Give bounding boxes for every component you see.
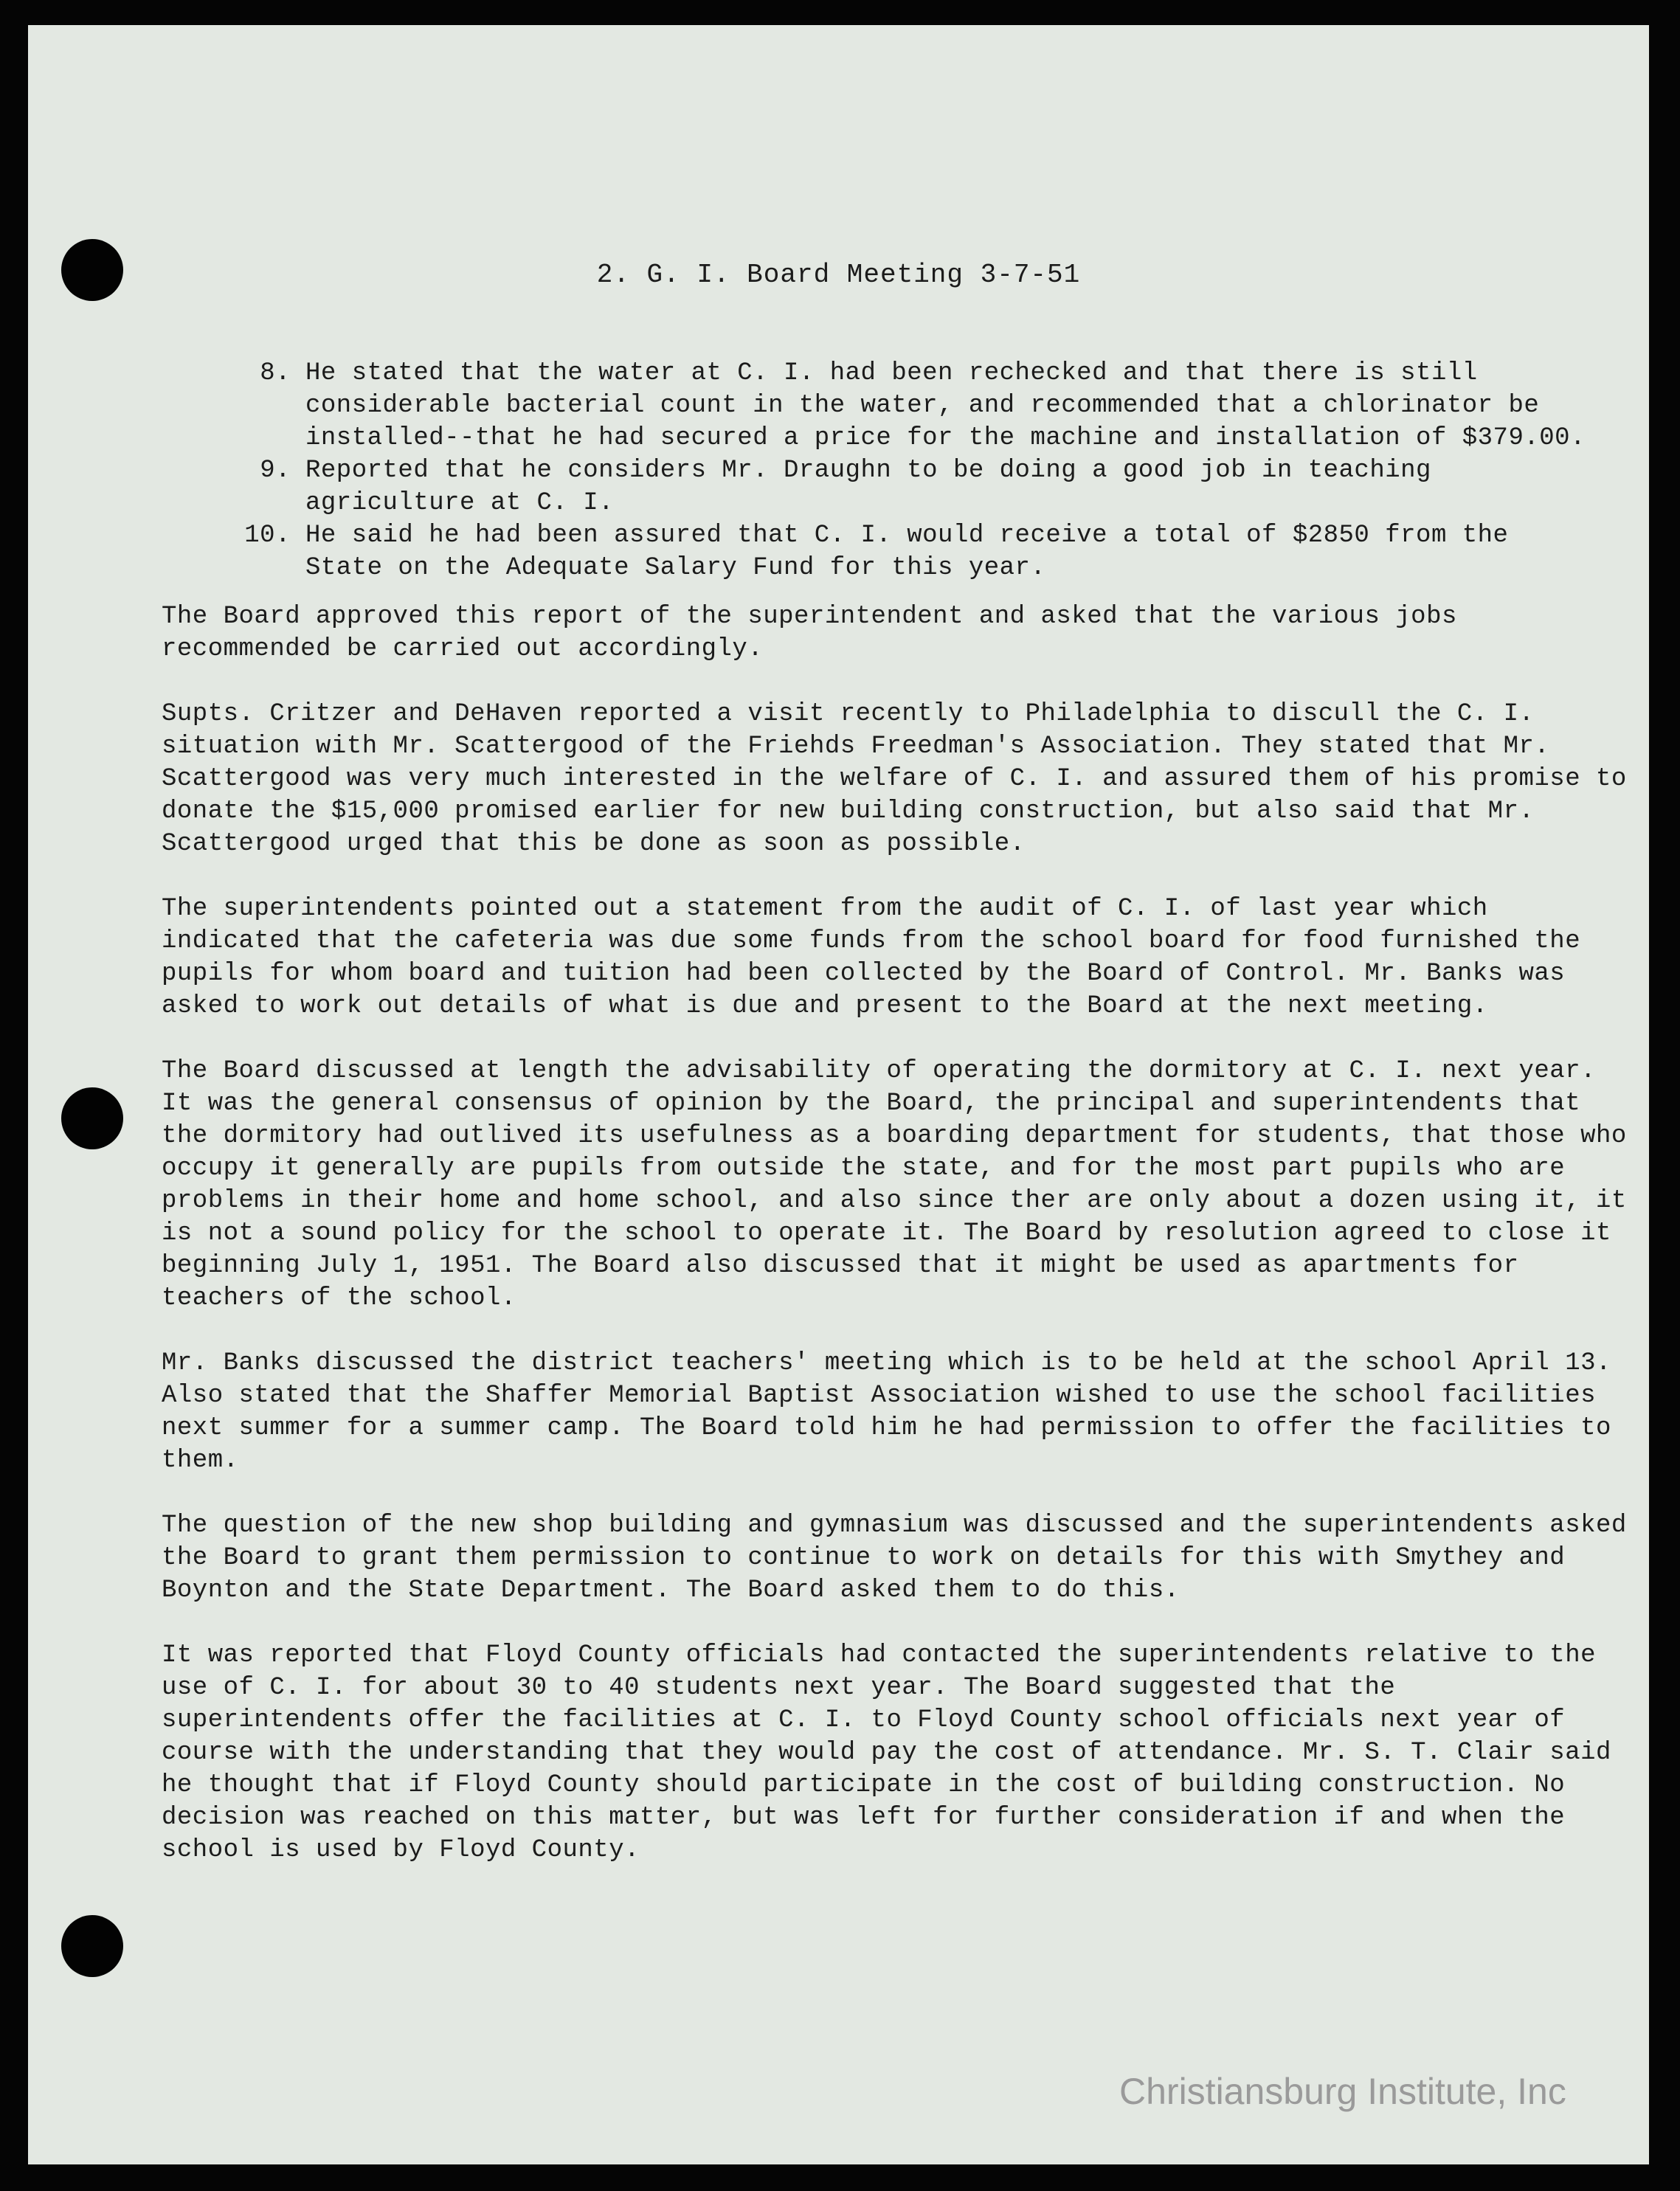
page-header: 2. G. I. Board Meeting 3-7-51: [596, 260, 1081, 290]
list-item: [162, 454, 1630, 519]
paragraph-board-approval: The Board approved this report of the superintendent and asked that the various jobs recommended be carried out accordingly.: [162, 603, 1457, 663]
list-item-text: He said he had been assured that C. I. would receive a total of $2850 from the State on the Adequate Salary Fund for this year.: [305, 522, 1509, 582]
paragraph-philadelphia-visit: Supts. Critzer and DeHaven reported a visit recently to Philadelphia to discull the C. I. situation with Mr. Scattergood of the Friehds Freedman's Association. They stated that Mr. Scattergood was very much interested in the welfare of C. I. and assured them of his promise to donate the $15,000 promised earlier for new building construction, but also said that Mr. Scattergood urged that this be done as soon as possible.: [162, 700, 1627, 858]
list-item-text: He stated that the water at C. I. had been rechecked and that there is still considerable bacterial count in the water, and recommended that a chlorinator be installed--that he had secured a price for the machine and installation of $379.00.: [305, 359, 1586, 452]
numbered-list: [162, 357, 1630, 584]
list-item: [162, 357, 1630, 454]
watermark: Christiansburg Institute, Inc: [1119, 2071, 1566, 2112]
document-page: [28, 25, 1649, 2164]
paragraph-dormitory: The Board discussed at length the advisability of operating the dormitory at C. I. next year. It was the general consensus of opinion by the Board, the principal and superintendents that the dormitory had outlived its usefulness as a boarding department for students, that those who occupy it generally are pupils from outside the state, and for the most part pupils who are problems in their home and home school, and also since ther are only about a dozen using it, it is not a sound policy for the school to operate it. The Board by resolution agreed to close it beginning July 1, 1951. The Board also discussed that it might be used as apartments for teachers of the school.: [162, 1057, 1627, 1312]
paragraph-audit-cafeteria: The superintendents pointed out a statement from the audit of C. I. of last year which indicated that the cafeteria was due some funds from the school board for food furnished the pupils for whom board and tuition had been collected by the Board of Control. Mr. Banks was asked to work out details of what is due and present to the Board at the next meeting.: [162, 895, 1581, 1020]
list-item-number: 10.: [244, 522, 291, 550]
list-item-number: 9.: [260, 457, 291, 485]
list-item-number: 8.: [260, 359, 291, 387]
list-item-text: Reported that he considers Mr. Draughn to be doing a good job in teaching agriculture at C. I.: [305, 457, 1431, 517]
paragraph-floyd-county: It was reported that Floyd County officials had contacted the superintendents relative to the use of C. I. for about 30 to 40 students next year. The Board suggested that the superintendents offer the facilities at C. I. to Floyd County school officials next year of course with the understanding that they would pay the cost of attendance. Mr. S. T. Clair said he thought that if Floyd County should participate in the cost of building construction. No decision was reached on this matter, but was left for further consideration if and when the school is used by Floyd County.: [162, 1641, 1611, 1864]
punch-hole-bottom: [61, 1915, 123, 1977]
document-body: [162, 357, 1630, 1899]
paragraph-teachers-meeting: Mr. Banks discussed the district teachers' meeting which is to be held at the school April 13. Also stated that the Shaffer Memorial Baptist Association wished to use the school facilities next summer for a summer camp. The Board told him he had permission to offer the facilities to them.: [162, 1349, 1611, 1475]
list-item: [162, 519, 1630, 584]
punch-hole-middle: [61, 1087, 123, 1149]
paragraph-shop-building: The question of the new shop building and gymnasium was discussed and the superintendents asked the Board to grant them permission to continue to work on details for this with Smythey and Boynton and the State Department. The Board asked them to do this.: [162, 1512, 1627, 1605]
